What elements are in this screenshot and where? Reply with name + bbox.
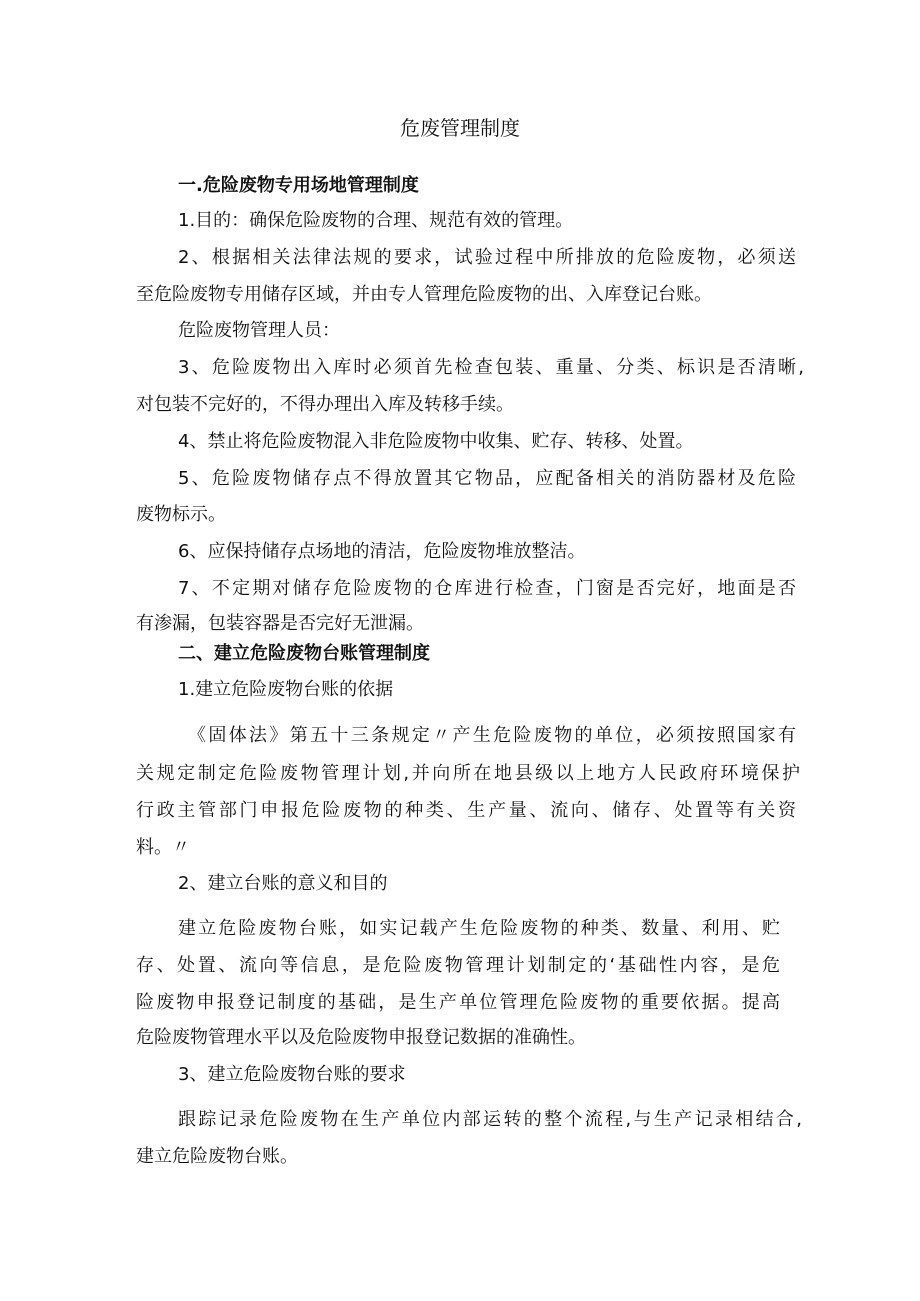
section1-item7-line1: 7、不定期对储存危险废物的仓库进行检查，门窗是否完好，地面是否 bbox=[178, 578, 796, 599]
section1-item3-line1: 3、危险废物出入库时必须首先检查包装、重量、分类、标识是否清晰, bbox=[178, 357, 804, 378]
section2-req-line2: 建立危险废物台账。 bbox=[136, 1146, 298, 1167]
section1-item4: 4、禁止将危险废物混入非危险废物中收集、贮存、转移、处置。 bbox=[178, 431, 694, 452]
section1-item3-line2: 对包装不完好的，不得办理出入库及转移手续。 bbox=[136, 394, 514, 415]
section1-item7-line2: 有渗漏，包装容器是否完好无泄漏。 bbox=[136, 613, 424, 634]
section1-staff-label: 危险废物管理人员： bbox=[178, 320, 340, 341]
section2-quote-line1: 《固体法》第五十三条规定〃产生危险废物的单位，必须按照国家有 bbox=[188, 725, 796, 746]
section2-purpose-line4: 危险废物管理水平以及危险废物申报登记数据的准确性。 bbox=[136, 1027, 586, 1048]
section2-purpose-line2: 存、处置、流向等信息，是危险废物管理计划制定的‘基础性内容，是危 bbox=[136, 955, 780, 976]
section2-heading: 二、建立危险废物台账管理制度 bbox=[178, 643, 430, 664]
section2-quote-line2: 关规定制定危险废物管理计划,并向所在地县级以上地方人民政府环境保护 bbox=[136, 763, 800, 784]
section2-sub1: 1.建立危险废物台账的依据 bbox=[178, 679, 394, 700]
section2-quote-line3: 行政主管部门申报危险废物的种类、生产量、流向、储存、处置等有关资 bbox=[136, 800, 796, 821]
section2-req-line1: 跟踪记录危险废物在生产单位内部运转的整个流程,与生产记录相结合, bbox=[178, 1109, 802, 1130]
section2-sub2: 2、建立台账的意义和目的 bbox=[178, 873, 388, 894]
section1-item2-line2: 至危险废物专用储存区域，并由专人管理危险废物的出、入库登记台账。 bbox=[136, 284, 712, 305]
section1-item1: 1.目的：确保危险废物的合理、规范有效的管理。 bbox=[178, 210, 574, 231]
section1-item2-line1: 2、根据相关法律法规的要求，试验过程中所排放的危险废物，必须送 bbox=[178, 247, 796, 268]
section2-purpose-line3: 险废物申报登记制度的基础，是生产单位管理危险废物的重要依据。提高 bbox=[136, 992, 780, 1013]
section1-heading: 一.危险废物专用场地管理制度 bbox=[178, 175, 419, 196]
section2-purpose-line1: 建立危险废物台账，如实记载产生危险废物的种类、数量、利用、贮 bbox=[178, 918, 780, 939]
section2-quote-line4: 料。〃 bbox=[136, 837, 190, 858]
section1-item5-line1: 5、危险废物储存点不得放置其它物品，应配备相关的消防器材及危险 bbox=[178, 468, 796, 489]
section2-sub3: 3、建立危险废物台账的要求 bbox=[178, 1064, 406, 1085]
section1-item6: 6、应保持储存点场地的清洁，危险废物堆放整洁。 bbox=[178, 541, 586, 562]
document-title: 危废管理制度 bbox=[400, 116, 520, 140]
section1-item5-line2: 废物标示。 bbox=[136, 504, 226, 525]
